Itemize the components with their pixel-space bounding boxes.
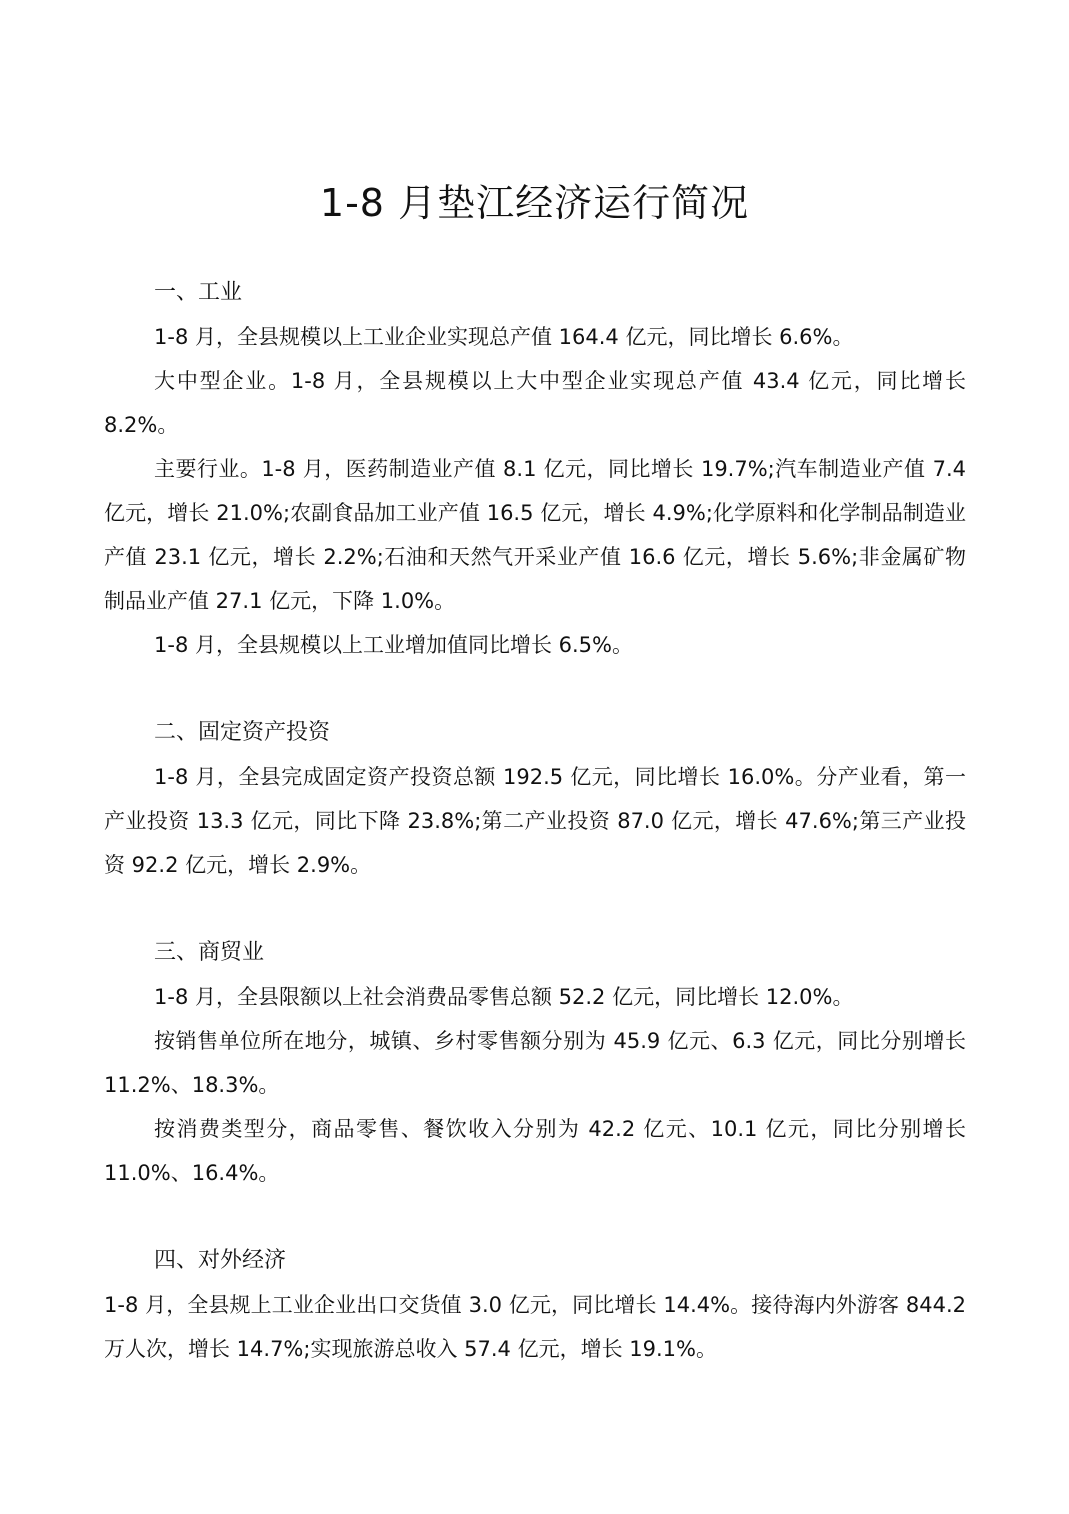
section-fixed-asset-investment [104,711,966,887]
paragraph: 1-8 月，全县完成固定资产投资总额 192.5 亿元，同比增长 16.0%。分产业看，第一产业投资 13.3 亿元，同比下降 23.8%;第二产业投资 87.0 亿元，增长 47.6%;第三产业投资 92.2 亿元，增长 2.9%。 [104,765,966,877]
paragraph: 1-8 月，全县规模以上工业企业实现总产值 164.4 亿元，同比增长 6.6%。 [154,325,854,349]
section-heading: 二、固定资产投资 [154,720,331,745]
paragraph: 大中型企业。1-8 月，全县规模以上大中型企业实现总产值 43.4 亿元，同比增长 8.2%。 [104,369,966,437]
section-industry [104,271,966,667]
document-body [104,271,966,1371]
paragraph: 1-8 月，全县规模以上工业增加值同比增长 6.5%。 [154,633,633,657]
paragraph: 1-8 月，全县限额以上社会消费品零售总额 52.2 亿元，同比增长 12.0%。 [154,985,854,1009]
paragraph: 按消费类型分，商品零售、餐饮收入分别为 42.2 亿元、10.1 亿元，同比分别增长 11.0%、16.4%。 [104,1117,966,1185]
section-commerce [104,931,966,1195]
paragraph: 按销售单位所在地分，城镇、乡村零售额分别为 45.9 亿元、6.3 亿元，同比分别增长 11.2%、18.3%。 [104,1029,966,1097]
section-heading: 四、对外经济 [154,1248,287,1273]
section-heading: 三、商贸业 [154,940,265,965]
section-heading: 一、工业 [154,280,243,305]
paragraph: 主要行业。1-8 月，医药制造业产值 8.1 亿元，同比增长 19.7%;汽车制造业产值 7.4 亿元，增长 21.0%;农副食品加工业产值 16.5 亿元，增长 4.9%;化学原料和化学制品制造业产值 23.1 亿元，增长 2.2%;石油和天然气开采业产值 16.6 亿元，增长 5.6%;非金属矿物制品业产值 27.1 亿元，下降 1.0%。 [104,457,966,613]
paragraph: 1-8 月，全县规上工业企业出口交货值 3.0 亿元，同比增长 14.4%。接待海内外游客 844.2 万人次，增长 14.7%;实现旅游总收入 57.4 亿元，增长 19.1%。 [104,1293,966,1361]
document-title: 1-8 月垫江经济运行简况 [319,181,750,225]
section-external-economy [104,1239,966,1371]
